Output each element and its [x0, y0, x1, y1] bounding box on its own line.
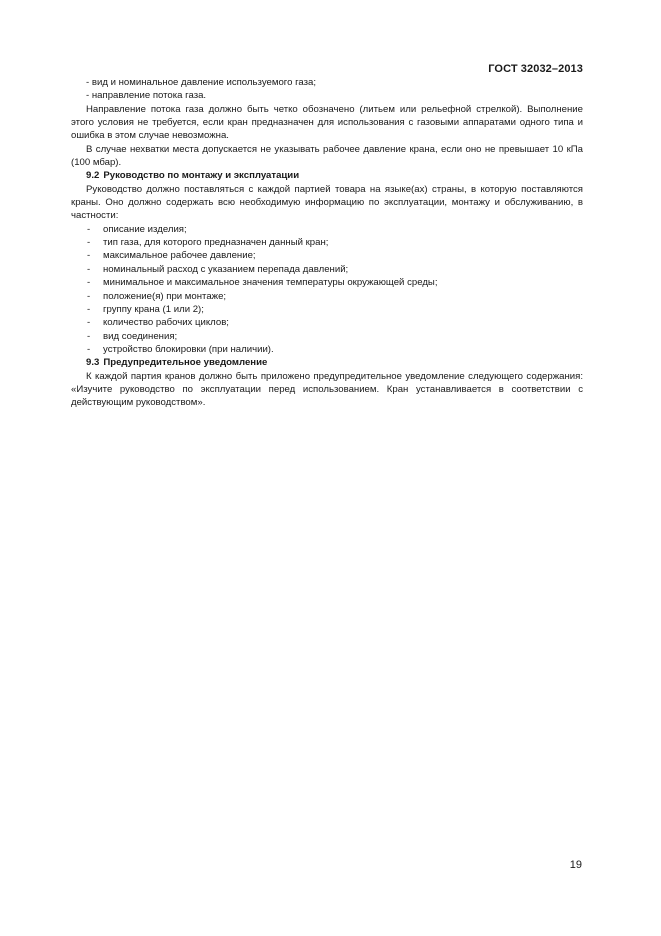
list-item: - описание изделия;: [87, 223, 187, 235]
section-9-2-title: Руководство по монтажу и эксплуатации: [103, 170, 300, 182]
list-item: - вид соединения;: [87, 330, 178, 342]
page-body: [71, 76, 583, 410]
list-item: - количество рабочих циклов;: [87, 317, 229, 329]
intro-item-flow-direction: - направление потока газа.: [86, 90, 207, 102]
list-item: - положение(я) при монтаже;: [87, 290, 227, 302]
section-9-2-number: 9.2: [86, 170, 100, 182]
document-code-header: ГОСТ 32032–2013: [488, 63, 583, 75]
paragraph-space-limitation: В случае нехватки места допускается не указывать рабочее давление крана, если оно не превышает 10 кПа (100 мбар).: [71, 143, 583, 169]
manual-contents-list: [71, 223, 583, 356]
list-item: - номинальный расход с указанием перепада давлений;: [87, 263, 349, 275]
section-9-3-heading: [71, 356, 583, 369]
page-number: 19: [569, 859, 582, 871]
list-item: - тип газа, для которого предназначен данный кран;: [87, 237, 329, 249]
paragraph-flow-direction: Направление потока газа должно быть четко обозначено (литьем или рельефной стрелкой). Выполнение этого условия не требуется, если кран предназначен для использования с газовыми аппаратами одного типа и ошибка в этом случае невозможна.: [71, 103, 583, 142]
section-9-2-intro: Руководство должно поставляться с каждой партией товара на языке(ах) страны, в которую поставляются краны. Оно должно содержать всю необходимую информацию по эксплуатации, монтажу и обслуживанию, в частности:: [71, 183, 583, 222]
list-item: - устройство блокировки (при наличии).: [87, 343, 274, 355]
section-9-3-number: 9.3: [86, 357, 100, 369]
list-item: - максимальное рабочее давление;: [87, 250, 256, 262]
intro-item-gas-type: - вид и номинальное давление используемого газа;: [86, 77, 316, 88]
section-9-3-title: Предупредительное уведомление: [103, 357, 268, 369]
section-9-3-text: К каждой партия кранов должно быть приложено предупредительное уведомление следующего содержания: «Изучите руководство по эксплуатации перед использованием. Кран устанавливается в соответствии с действующим руководством».: [71, 370, 583, 409]
list-item: - минимальное и максимальное значения температуры окружающей среды;: [87, 277, 438, 289]
section-9-2-heading: [71, 169, 583, 182]
list-item: - группу крана (1 или 2);: [87, 303, 204, 315]
